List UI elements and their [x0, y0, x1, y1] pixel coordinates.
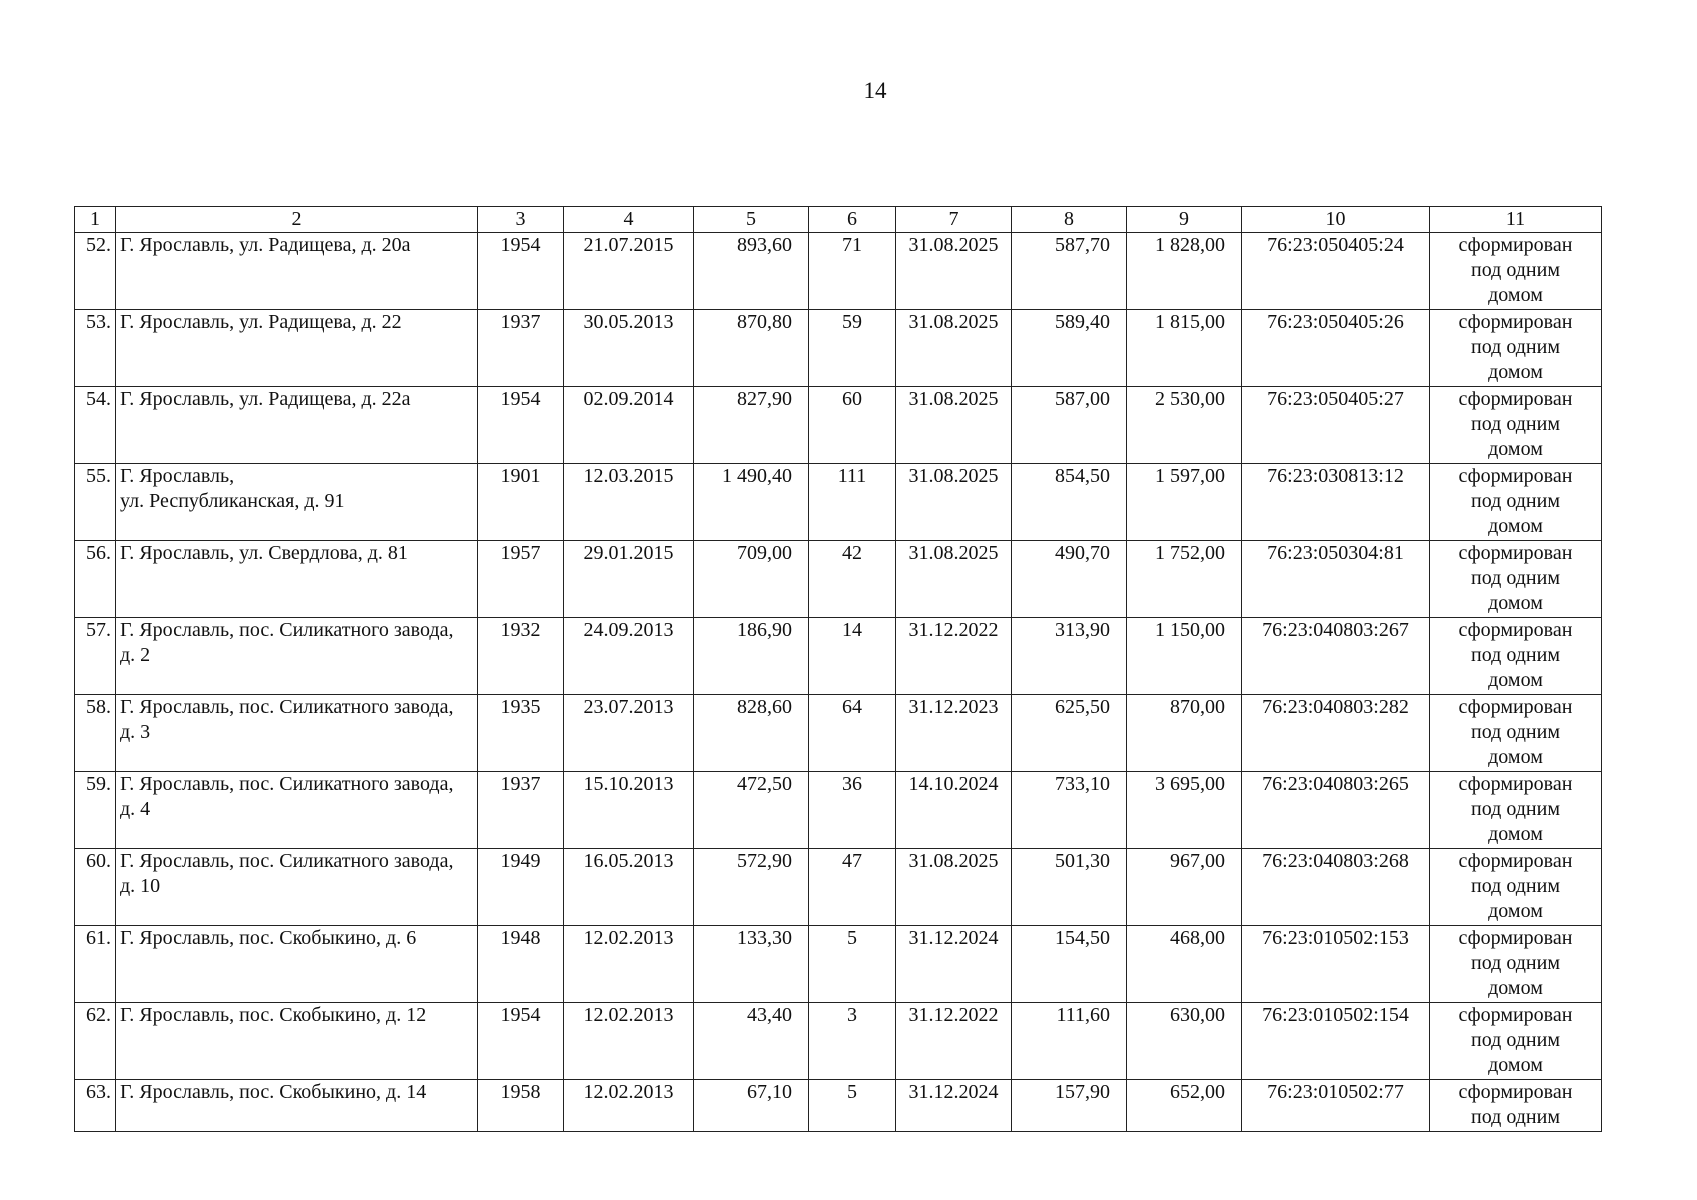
- cadastral-number-cell: 76:23:050405:24: [1242, 233, 1430, 310]
- status-cell: сформирован под одним домом: [1430, 233, 1602, 310]
- year-cell: 1901: [478, 464, 564, 541]
- status-cell: сформирован под одним домом: [1430, 849, 1602, 926]
- address-cell: Г. Ярославль, ул. Радищева, д. 22: [116, 310, 478, 387]
- row-number-cell: 57.: [75, 618, 116, 695]
- row-number-cell: 60.: [75, 849, 116, 926]
- row-number-cell: 58.: [75, 695, 116, 772]
- deadline-cell: 31.12.2024: [896, 1080, 1012, 1132]
- year-cell: 1935: [478, 695, 564, 772]
- row-number-cell: 54.: [75, 387, 116, 464]
- cadastral-number-cell: 76:23:010502:77: [1242, 1080, 1430, 1132]
- value-col8-cell: 587,00: [1012, 387, 1127, 464]
- column-header: 1: [75, 207, 116, 233]
- year-cell: 1948: [478, 926, 564, 1003]
- value-col9-cell: 1 815,00: [1127, 310, 1242, 387]
- status-cell: сформирован под одним домом: [1430, 387, 1602, 464]
- column-header: 7: [896, 207, 1012, 233]
- date-cell: 12.03.2015: [564, 464, 694, 541]
- address-cell: Г. Ярославль, пос. Скобыкино, д. 6: [116, 926, 478, 1003]
- cadastral-number-cell: 76:23:040803:282: [1242, 695, 1430, 772]
- column-header: 5: [694, 207, 809, 233]
- value-col8-cell: 313,90: [1012, 618, 1127, 695]
- year-cell: 1937: [478, 772, 564, 849]
- address-cell: Г. Ярославль, пос. Силикатного завода, д. 3: [116, 695, 478, 772]
- count-cell: 3: [809, 1003, 896, 1080]
- status-cell: сформирован под одним: [1430, 1080, 1602, 1132]
- address-cell: Г. Ярославль, ул. Радищева, д. 20а: [116, 233, 478, 310]
- area-cell: 1 490,40: [694, 464, 809, 541]
- value-col8-cell: 589,40: [1012, 310, 1127, 387]
- value-col9-cell: 1 597,00: [1127, 464, 1242, 541]
- value-col8-cell: 111,60: [1012, 1003, 1127, 1080]
- value-col9-cell: 870,00: [1127, 695, 1242, 772]
- value-col8-cell: 854,50: [1012, 464, 1127, 541]
- row-number-cell: 55.: [75, 464, 116, 541]
- date-cell: 12.02.2013: [564, 926, 694, 1003]
- address-cell: Г. Ярославль, пос. Скобыкино, д. 12: [116, 1003, 478, 1080]
- column-header: 2: [116, 207, 478, 233]
- column-header: 8: [1012, 207, 1127, 233]
- value-col9-cell: 967,00: [1127, 849, 1242, 926]
- table-row: [75, 387, 1602, 464]
- row-number-cell: 63.: [75, 1080, 116, 1132]
- deadline-cell: 31.08.2025: [896, 849, 1012, 926]
- date-cell: 30.05.2013: [564, 310, 694, 387]
- date-cell: 15.10.2013: [564, 772, 694, 849]
- count-cell: 47: [809, 849, 896, 926]
- year-cell: 1954: [478, 233, 564, 310]
- table-row: [75, 541, 1602, 618]
- column-header: 6: [809, 207, 896, 233]
- date-cell: 12.02.2013: [564, 1080, 694, 1132]
- cadastral-number-cell: 76:23:030813:12: [1242, 464, 1430, 541]
- address-cell: Г. Ярославль, ул. Свердлова, д. 81: [116, 541, 478, 618]
- table-body: [75, 233, 1602, 1132]
- status-cell: сформирован под одним домом: [1430, 541, 1602, 618]
- address-cell: Г. Ярославль, пос. Скобыкино, д. 14: [116, 1080, 478, 1132]
- address-cell: Г. Ярославль, пос. Силикатного завода, д. 10: [116, 849, 478, 926]
- table-row: [75, 618, 1602, 695]
- row-number-cell: 53.: [75, 310, 116, 387]
- value-col8-cell: 625,50: [1012, 695, 1127, 772]
- value-col9-cell: 652,00: [1127, 1080, 1242, 1132]
- value-col8-cell: 157,90: [1012, 1080, 1127, 1132]
- count-cell: 59: [809, 310, 896, 387]
- deadline-cell: 14.10.2024: [896, 772, 1012, 849]
- table-row: [75, 849, 1602, 926]
- cadastral-number-cell: 76:23:040803:268: [1242, 849, 1430, 926]
- status-cell: сформирован под одним домом: [1430, 310, 1602, 387]
- row-number-cell: 59.: [75, 772, 116, 849]
- value-col9-cell: 1 752,00: [1127, 541, 1242, 618]
- value-col9-cell: 630,00: [1127, 1003, 1242, 1080]
- area-cell: 827,90: [694, 387, 809, 464]
- address-cell: Г. Ярославль, ул. Радищева, д. 22а: [116, 387, 478, 464]
- deadline-cell: 31.08.2025: [896, 387, 1012, 464]
- count-cell: 42: [809, 541, 896, 618]
- area-cell: 186,90: [694, 618, 809, 695]
- value-col9-cell: 1 150,00: [1127, 618, 1242, 695]
- value-col9-cell: 2 530,00: [1127, 387, 1242, 464]
- area-cell: 893,60: [694, 233, 809, 310]
- table-row: [75, 464, 1602, 541]
- deadline-cell: 31.08.2025: [896, 541, 1012, 618]
- status-cell: сформирован под одним домом: [1430, 772, 1602, 849]
- address-cell: Г. Ярославль, ул. Республиканская, д. 91: [116, 464, 478, 541]
- value-col8-cell: 733,10: [1012, 772, 1127, 849]
- table-row: [75, 695, 1602, 772]
- year-cell: 1949: [478, 849, 564, 926]
- count-cell: 5: [809, 1080, 896, 1132]
- column-header: 9: [1127, 207, 1242, 233]
- date-cell: 12.02.2013: [564, 1003, 694, 1080]
- value-col9-cell: 1 828,00: [1127, 233, 1242, 310]
- deadline-cell: 31.12.2023: [896, 695, 1012, 772]
- cadastral-number-cell: 76:23:040803:265: [1242, 772, 1430, 849]
- value-col8-cell: 587,70: [1012, 233, 1127, 310]
- area-cell: 67,10: [694, 1080, 809, 1132]
- cadastral-number-cell: 76:23:040803:267: [1242, 618, 1430, 695]
- address-cell: Г. Ярославль, пос. Силикатного завода, д. 2: [116, 618, 478, 695]
- count-cell: 71: [809, 233, 896, 310]
- column-header: 4: [564, 207, 694, 233]
- value-col8-cell: 154,50: [1012, 926, 1127, 1003]
- address-cell: Г. Ярославль, пос. Силикатного завода, д. 4: [116, 772, 478, 849]
- value-col9-cell: 3 695,00: [1127, 772, 1242, 849]
- year-cell: 1958: [478, 1080, 564, 1132]
- year-cell: 1932: [478, 618, 564, 695]
- row-number-cell: 61.: [75, 926, 116, 1003]
- deadline-cell: 31.08.2025: [896, 233, 1012, 310]
- table-row: [75, 1003, 1602, 1080]
- value-col8-cell: 501,30: [1012, 849, 1127, 926]
- date-cell: 21.07.2015: [564, 233, 694, 310]
- count-cell: 5: [809, 926, 896, 1003]
- date-cell: 02.09.2014: [564, 387, 694, 464]
- column-number-header-row: [75, 207, 1602, 233]
- cadastral-number-cell: 76:23:050405:26: [1242, 310, 1430, 387]
- value-col8-cell: 490,70: [1012, 541, 1127, 618]
- year-cell: 1954: [478, 1003, 564, 1080]
- year-cell: 1954: [478, 387, 564, 464]
- deadline-cell: 31.12.2024: [896, 926, 1012, 1003]
- column-header: 10: [1242, 207, 1430, 233]
- status-cell: сформирован под одним домом: [1430, 618, 1602, 695]
- area-cell: 472,50: [694, 772, 809, 849]
- row-number-cell: 56.: [75, 541, 116, 618]
- column-header: 11: [1430, 207, 1602, 233]
- status-cell: сформирован под одним домом: [1430, 464, 1602, 541]
- cadastral-number-cell: 76:23:050304:81: [1242, 541, 1430, 618]
- column-header: 3: [478, 207, 564, 233]
- count-cell: 111: [809, 464, 896, 541]
- status-cell: сформирован под одним домом: [1430, 926, 1602, 1003]
- year-cell: 1937: [478, 310, 564, 387]
- table-row: [75, 310, 1602, 387]
- deadline-cell: 31.08.2025: [896, 464, 1012, 541]
- cadastral-number-cell: 76:23:050405:27: [1242, 387, 1430, 464]
- count-cell: 60: [809, 387, 896, 464]
- cadastral-number-cell: 76:23:010502:153: [1242, 926, 1430, 1003]
- table-row: [75, 772, 1602, 849]
- count-cell: 14: [809, 618, 896, 695]
- area-cell: 709,00: [694, 541, 809, 618]
- count-cell: 36: [809, 772, 896, 849]
- table-row: [75, 926, 1602, 1003]
- deadline-cell: 31.12.2022: [896, 1003, 1012, 1080]
- area-cell: 828,60: [694, 695, 809, 772]
- row-number-cell: 52.: [75, 233, 116, 310]
- year-cell: 1957: [478, 541, 564, 618]
- area-cell: 572,90: [694, 849, 809, 926]
- date-cell: 23.07.2013: [564, 695, 694, 772]
- row-number-cell: 62.: [75, 1003, 116, 1080]
- area-cell: 43,40: [694, 1003, 809, 1080]
- date-cell: 29.01.2015: [564, 541, 694, 618]
- status-cell: сформирован под одним домом: [1430, 1003, 1602, 1080]
- housing-registry-table: [74, 206, 1602, 1132]
- date-cell: 16.05.2013: [564, 849, 694, 926]
- area-cell: 133,30: [694, 926, 809, 1003]
- date-cell: 24.09.2013: [564, 618, 694, 695]
- value-col9-cell: 468,00: [1127, 926, 1242, 1003]
- cadastral-number-cell: 76:23:010502:154: [1242, 1003, 1430, 1080]
- status-cell: сформирован под одним домом: [1430, 695, 1602, 772]
- area-cell: 870,80: [694, 310, 809, 387]
- page-number: 14: [863, 78, 887, 103]
- table-row: [75, 233, 1602, 310]
- table-row: [75, 1080, 1602, 1132]
- deadline-cell: 31.08.2025: [896, 310, 1012, 387]
- count-cell: 64: [809, 695, 896, 772]
- deadline-cell: 31.12.2022: [896, 618, 1012, 695]
